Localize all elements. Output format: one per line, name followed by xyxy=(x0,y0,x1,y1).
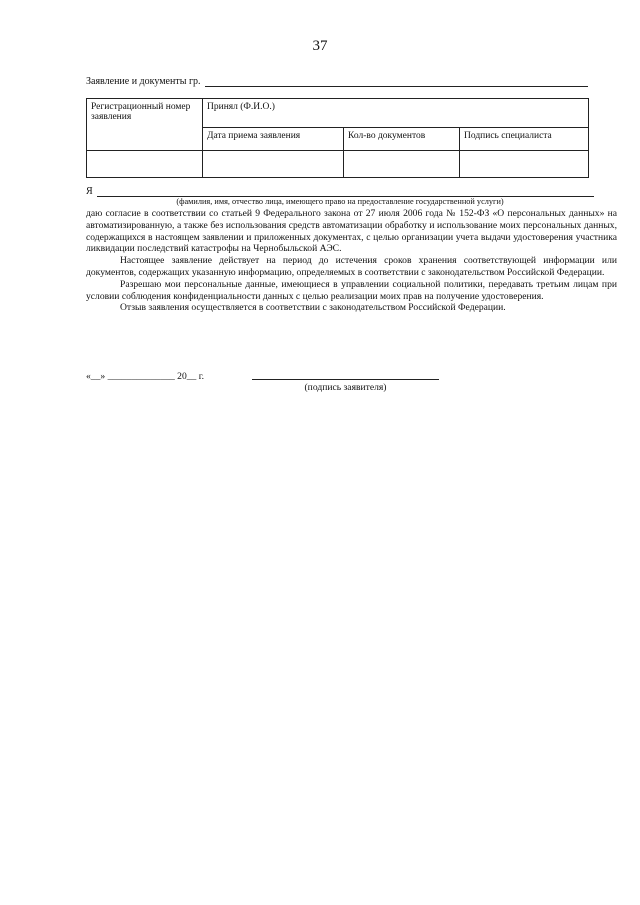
reg-number-cell xyxy=(87,151,203,178)
table-row xyxy=(87,151,589,178)
documents-count-header: Кол-во документов xyxy=(344,128,460,151)
specialist-signature-cell xyxy=(460,151,589,178)
date-line: «__» ______________ 20__ г. xyxy=(86,371,204,382)
applicant-name-blank xyxy=(205,77,588,87)
specialist-signature-header: Подпись специалиста xyxy=(460,128,589,151)
reg-number-header: Регистрационный номер заявления xyxy=(87,99,203,151)
consent-paragraph-2: Настоящее заявление действует на период до истечения сроков хранения соответствующей информации или документов, содержащих указанную информацию, определяемых в соответствии с законодательством Российской Федерации. xyxy=(86,255,617,278)
consent-text xyxy=(86,208,617,314)
registration-table xyxy=(86,98,589,178)
page-number: 37 xyxy=(312,38,328,54)
signature-caption: (подпись заявителя) xyxy=(304,382,387,393)
consent-paragraph-1: даю согласие в соответствии со статьей 9 Федерального закона от 27 июля 2006 года № 152-ФЗ «О персональных данных» на автоматизированную, а также без использования средств автоматизации обработку и использование моих персональных данных, содержащихся в настоящем заявлении и приложенных документах, с целью организации учета выдачи удостоверения участника ликвидации последствий катастрофы на Чернобыльской АЭС. xyxy=(86,208,617,255)
ya-label: Я xyxy=(86,186,93,197)
applicant-documents-line xyxy=(86,76,588,87)
full-name-caption: (фамилия, имя, отчество лица, имеющего право на предоставление государственной услуги) xyxy=(176,197,504,206)
consent-paragraph-3: Разрешаю мои персональные данные, имеющиеся в управлении социальной политики, передавать третьим лицам при условии соблюдения конфиденциальности данных с целью реализации моих прав на получение удостоверения. xyxy=(86,278,617,302)
receipt-date-cell xyxy=(203,151,344,178)
consent-name-line xyxy=(86,186,594,197)
signature-line xyxy=(252,379,439,380)
documents-label: Заявление и документы гр. xyxy=(86,76,201,87)
accepted-by-header: Принял (Ф.И.О.) xyxy=(203,99,589,128)
full-name-blank xyxy=(97,188,594,197)
consent-paragraph-4: Отзыв заявления осуществляется в соответствии с законодательством Российской Федерации. xyxy=(120,302,506,314)
documents-count-cell xyxy=(344,151,460,178)
receipt-date-header: Дата приема заявления xyxy=(203,128,344,151)
